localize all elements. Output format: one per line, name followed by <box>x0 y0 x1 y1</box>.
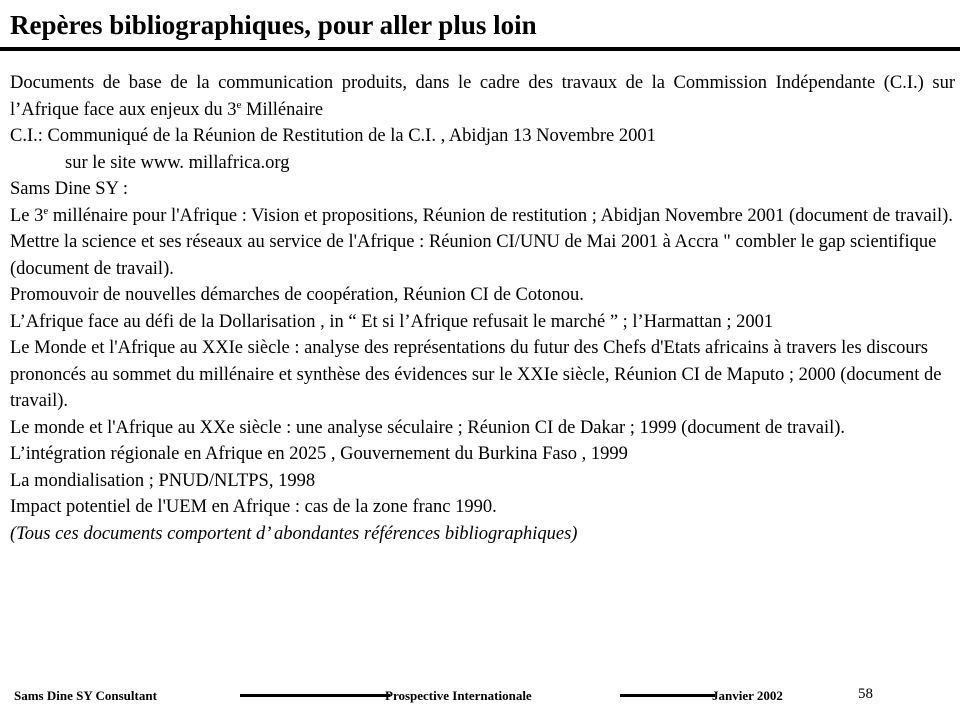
page-number: 58 <box>858 686 873 702</box>
page-footer <box>0 686 960 710</box>
intro-paragraph <box>10 70 955 123</box>
list-item: La mondialisation ; PNUD/NLTPS, 1998 <box>10 470 316 491</box>
list-item: Promouvoir de nouvelles démarches de coopération, Réunion CI de Cotonou. <box>10 285 584 305</box>
footer-title: Prospective Internationale <box>385 688 532 703</box>
ci-website: sur le site www. millafrica.org <box>65 152 290 173</box>
bibliography-body <box>10 70 955 547</box>
ci-reference: C.I.: Communiqué de la Réunion de Restitution de la C.I. , Abidjan 13 Novembre 2001 <box>10 126 656 146</box>
footer-rule-right <box>620 694 715 697</box>
list-item: Mettre la science et ses réseaux au service de l'Afrique : Réunion CI/UNU de Mai 2001 à Accra " combler le gap scientifique (document de travail). <box>10 232 937 279</box>
list-item <box>10 203 955 230</box>
intro-tail: Millénaire <box>241 99 324 120</box>
item-prefix: Le 3 <box>10 205 44 226</box>
item-text: millénaire pour l'Afrique : Vision et propositions, Réunion de restitution ; Abidjan Novembre 2001 (document de travail). <box>48 205 953 226</box>
footer-date: Janvier 2002 <box>712 688 783 703</box>
footer-rule-left <box>240 694 390 697</box>
page-title: Repères bibliographiques, pour aller plus loin <box>10 10 537 40</box>
list-item: L’intégration régionale en Afrique en 2025 , Gouvernement du Burkina Faso , 1999 <box>10 444 628 464</box>
footnote: (Tous ces documents comportent d’ abondantes références bibliographiques) <box>10 523 578 544</box>
list-item: Impact potentiel de l'UEM en Afrique : cas de la zone franc 1990. <box>10 497 497 517</box>
list-item: L’Afrique face au défi de la Dollarisation , in “ Et si l’Afrique refusait le marché ” ; l’Harmattan ; 2001 <box>10 311 774 332</box>
footer-author: Sams Dine SY Consultant <box>14 688 157 703</box>
list-item: Le monde et l'Afrique au XXe siècle : une analyse séculaire ; Réunion CI de Dakar ; 1999 (document de travail). <box>10 417 846 438</box>
intro-text: Documents de base de la communication produits, dans le cadre des travaux de la Commission Indépendante (C.I.) sur l’Afrique face aux enjeux du 3 <box>10 73 955 120</box>
title-divider <box>0 47 960 51</box>
item-superscript: e <box>43 204 49 217</box>
list-item: Le Monde et l'Afrique au XXIe siècle : analyse des représentations du futur des Chefs d'Etats africains à travers les discours prononcés au sommet du millénaire et synthèse des évidences sur le XXIe siècle, Réunion CI de Maputo ; 2000 (document de travail). <box>10 338 942 411</box>
author-heading: Sams Dine SY : <box>10 179 129 199</box>
intro-superscript: e <box>236 98 242 111</box>
